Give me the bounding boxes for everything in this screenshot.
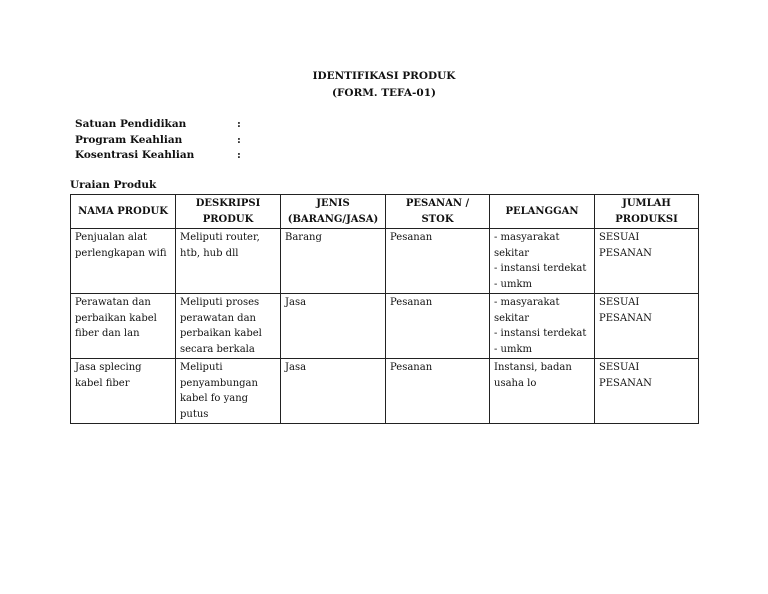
table-row xyxy=(71,294,699,359)
header-jumlah-produksi: JUMLAH PRODUKSI xyxy=(595,195,699,229)
header-pesanan-stok: PESANAN / STOK xyxy=(386,195,490,229)
cell-jenis: Jasa xyxy=(281,359,386,424)
pelanggan-line: - umkm xyxy=(494,278,533,290)
table-row xyxy=(71,229,699,294)
cell-jumlah: SESUAI PESANAN xyxy=(595,294,699,359)
info-label: Satuan Pendidikan xyxy=(75,118,187,130)
header-jenis: JENIS (BARANG/JASA) xyxy=(281,195,386,229)
header-pelanggan: PELANGGAN xyxy=(490,195,595,229)
info-colon: : xyxy=(237,118,241,130)
product-table xyxy=(70,194,699,424)
cell-pelanggan xyxy=(490,359,595,424)
pelanggan-line: - instansi terdekat xyxy=(494,263,587,274)
cell-pesanan: Pesanan xyxy=(386,294,490,359)
cell-deskripsi: Meliputi proses perawatan dan perbaikan kabel secara berkala xyxy=(176,294,281,359)
info-colon: : xyxy=(237,149,241,161)
info-row-kosentrasi-keahlian xyxy=(75,148,241,164)
info-colon: : xyxy=(237,133,241,146)
info-row-program-keahlian xyxy=(75,133,241,149)
cell-jumlah: SESUAI PESANAN xyxy=(595,359,699,424)
table-row xyxy=(71,359,699,424)
cell-nama: Perawatan dan perbaikan kabel fiber dan lan xyxy=(71,294,176,359)
cell-jenis: Jasa xyxy=(281,294,386,359)
cell-jenis: Barang xyxy=(281,229,386,294)
pelanggan-line: - masyarakat sekitar xyxy=(494,297,560,324)
cell-nama: Jasa splecing kabel fiber xyxy=(71,359,176,424)
cell-nama: Penjualan alat perlengkapan wifi xyxy=(71,229,176,294)
cell-jumlah: SESUAI PESANAN xyxy=(595,229,699,294)
identity-block xyxy=(75,117,241,164)
cell-deskripsi: Meliputi penyambungan kabel fo yang putus xyxy=(176,359,281,424)
pelanggan-line: - umkm xyxy=(494,343,533,355)
table-header-row xyxy=(71,195,699,229)
cell-pelanggan xyxy=(490,294,595,359)
cell-pesanan: Pesanan xyxy=(386,359,490,424)
document-title: IDENTIFIKASI PRODUK xyxy=(312,70,456,82)
cell-deskripsi: Meliputi router, htb, hub dll xyxy=(176,229,281,294)
header-nama-produk: NAMA PRODUK xyxy=(71,195,176,229)
pelanggan-line: - instansi terdekat xyxy=(494,328,587,339)
info-label: Kosentrasi Keahlian xyxy=(75,149,195,161)
info-row-satuan-pendidikan xyxy=(75,117,241,133)
pelanggan-line: Instansi, badan usaha lo xyxy=(494,362,572,389)
info-label: Program Keahlian xyxy=(75,133,183,146)
pelanggan-line: - masyarakat sekitar xyxy=(494,232,560,259)
form-code: (FORM. TEFA-01) xyxy=(332,87,436,99)
header-deskripsi-produk: DESKRIPSI PRODUK xyxy=(176,195,281,229)
section-heading: Uraian Produk xyxy=(70,179,157,191)
cell-pesanan: Pesanan xyxy=(386,229,490,294)
cell-pelanggan xyxy=(490,229,595,294)
